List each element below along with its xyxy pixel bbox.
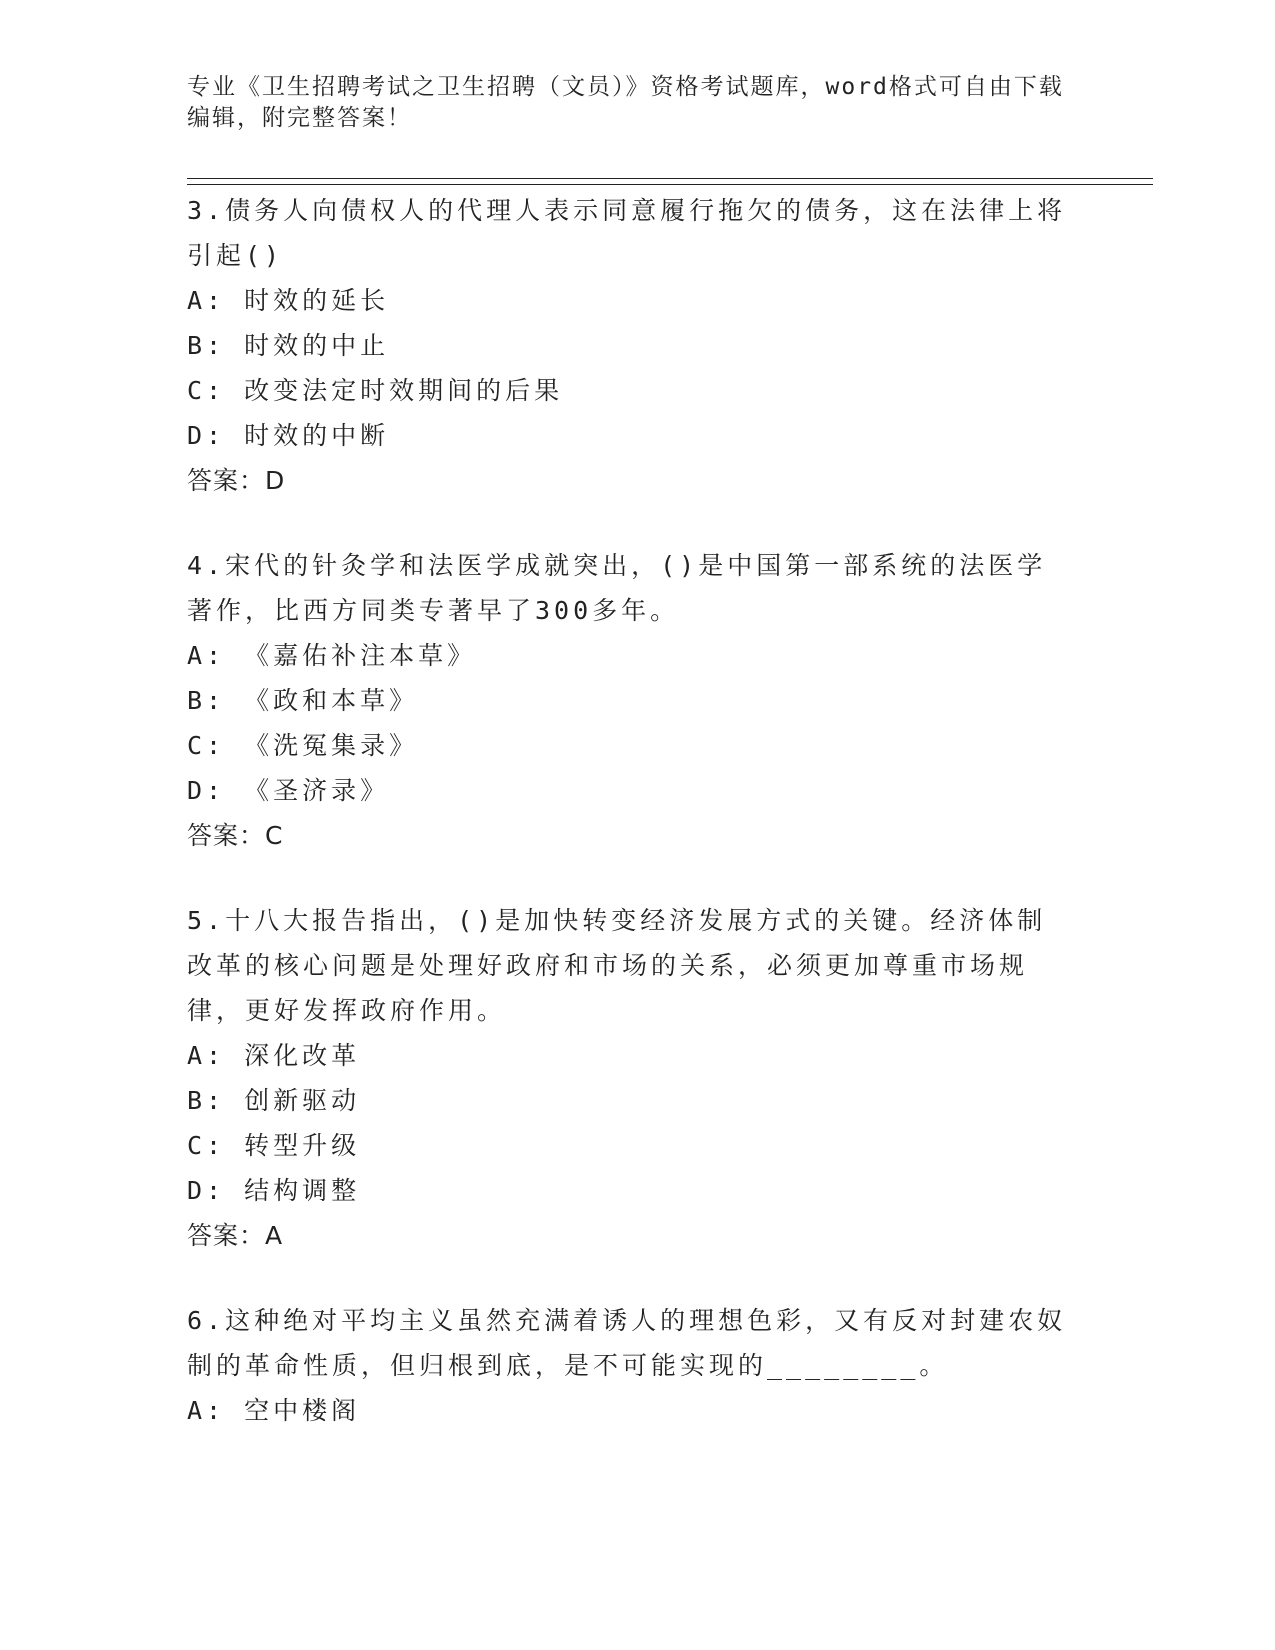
document-header: 专业《卫生招聘考试之卫生招聘（文员）》资格考试题库，word格式可自由下载编辑，附完整答案！ xyxy=(187,74,1064,131)
answer-value: A xyxy=(265,1221,283,1250)
answer-line xyxy=(187,458,1067,503)
header-divider-bottom xyxy=(187,184,1153,185)
option-a: A: 《嘉佑补注本草》 xyxy=(187,641,477,670)
option-d: D: 《圣济录》 xyxy=(187,776,390,805)
question-stem: 6.这种绝对平均主义虽然充满着诱人的理想色彩，又有反对封建农奴制的革命性质，但归根到底，是不可能实现的________。 xyxy=(187,1306,1067,1380)
answer-value: C xyxy=(265,821,283,850)
option-a: A: 时效的延长 xyxy=(187,286,390,315)
option-a: A: 空中楼阁 xyxy=(187,1396,361,1425)
answer-line xyxy=(187,813,1067,858)
option-c: C: 转型升级 xyxy=(187,1131,361,1160)
option-d: D: 结构调整 xyxy=(187,1176,361,1205)
question-list xyxy=(187,188,1067,1473)
option-b: B: 时效的中止 xyxy=(187,331,390,360)
question-stem: 5.十八大报告指出，()是加快转变经济发展方式的关键。经济体制改革的核心问题是处理好政府和市场的关系，必须更加尊重市场规律，更好发挥政府作用。 xyxy=(187,906,1047,1025)
answer-label: 答案： xyxy=(187,821,266,850)
option-b: B: 《政和本草》 xyxy=(187,686,419,715)
question-5 xyxy=(187,898,1067,1258)
option-c: C: 改变法定时效期间的后果 xyxy=(187,376,564,405)
option-c: C: 《洗冤集录》 xyxy=(187,731,419,760)
question-3 xyxy=(187,188,1067,503)
question-stem: 4.宋代的针灸学和法医学成就突出，()是中国第一部系统的法医学著作，比西方同类专著早了300多年。 xyxy=(187,551,1047,625)
option-a: A: 深化改革 xyxy=(187,1041,361,1070)
answer-value: D xyxy=(265,466,285,495)
option-b: B: 创新驱动 xyxy=(187,1086,361,1115)
question-6 xyxy=(187,1298,1067,1433)
answer-line xyxy=(187,1213,1067,1258)
question-stem: 3.债务人向债权人的代理人表示同意履行拖欠的债务，这在法律上将引起() xyxy=(187,196,1067,270)
option-d: D: 时效的中断 xyxy=(187,421,390,450)
answer-label: 答案： xyxy=(187,466,266,495)
question-4 xyxy=(187,543,1067,858)
answer-label: 答案： xyxy=(187,1221,266,1250)
header-divider-top xyxy=(187,178,1153,179)
